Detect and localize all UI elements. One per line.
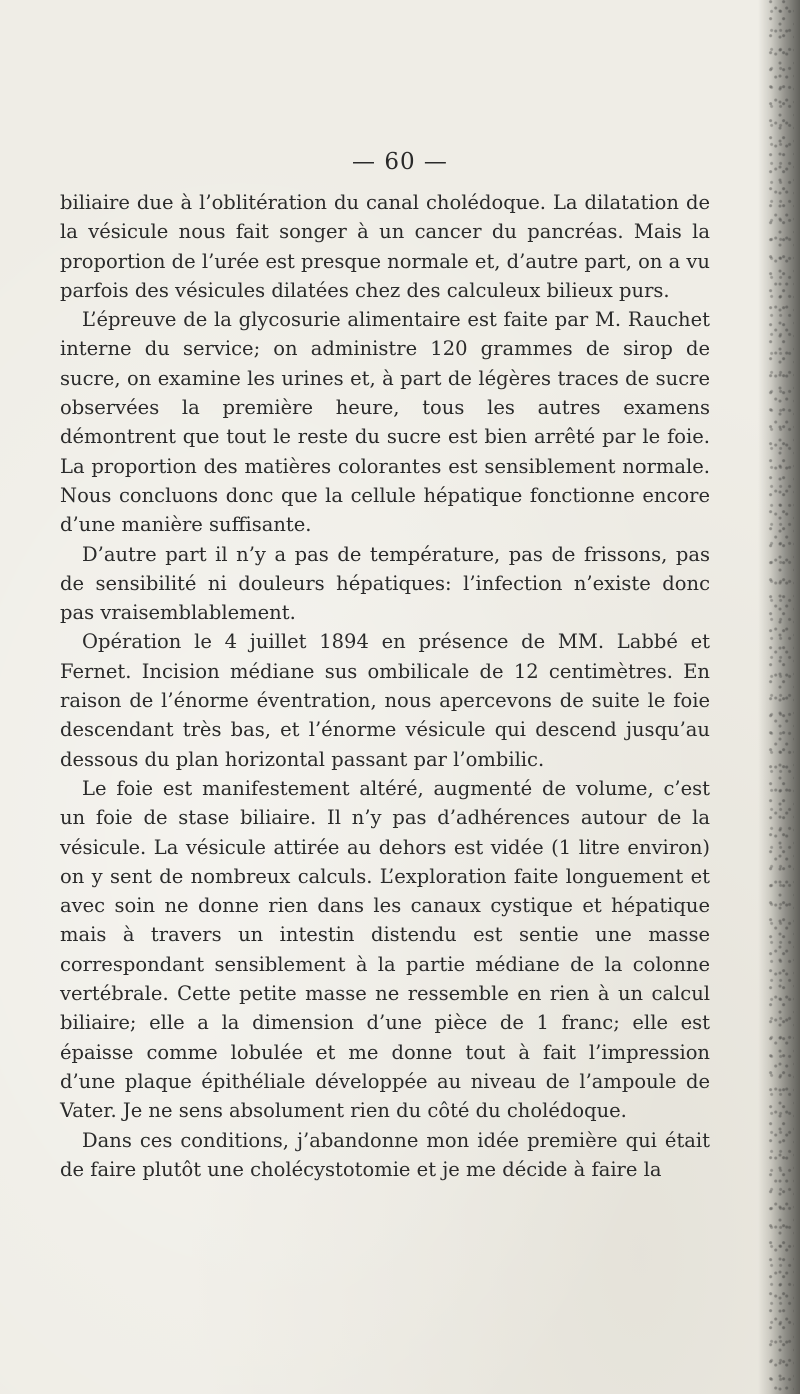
paragraph-4: Opération le 4 juillet 1894 en présence de MM. Labbé et Fernet. Incision médiane sus ombilicale de 12 centimètres. En raison de l’énorme éventration, nous apercevons de suite le foie descendant très bas, et l’énorme vésicule qui descend jusqu’au dessous du plan horizontal passant par l’ombilic. [60,630,710,771]
paragraph-6: Dans ces conditions, j’abandonne mon idée première qui était de faire plutôt une cholécystotomie et je me décide à faire la [60,1128,710,1181]
text-body [60,188,710,1184]
page-number: — 60 — [352,149,448,175]
paragraph-3: D’autre part il n’y a pas de température, pas de frissons, pas de sensibilité ni douleurs hépatiques: l’infection n’existe donc pas vraisemblablement. [60,542,710,625]
page-edge-speckle [768,0,794,1394]
paragraph-1: biliaire due à l’oblitération du canal cholédoque. La dilatation de la vésicule nous fait songer à un cancer du pancréas. Mais la proportion de l’urée est presque normale et, d’autre part, on a vu parfois des vésicules dilatées chez des calculeux bilieux purs. [60,191,710,302]
paragraph-2: L’épreuve de la glycosurie alimentaire est faite par M. Rauchet interne du service; on administre 120 grammes de sirop de sucre, on examine les urines et, à part de légères traces de sucre observées la première heure, tous les autres examens démontrent que tout le reste du sucre est bien arrêté par le foie. La proportion des matières colorantes est sensiblement normale. Nous concluons donc que la cellule hépatique fonctionne encore d’une manière suffisante. [60,308,710,537]
paragraph-5: Le foie est manifestement altéré, augmenté de volume, c’est un foie de stase biliaire. Il n’y pas d’adhérences autour de la vésicule. La vésicule attirée au dehors est vidée (1 litre environ) on y sent de nombreux calculs. L’exploration faite longuement et avec soin ne donne rien dans les canaux cystique et hépatique mais à travers un intestin distendu est sentie une masse correspondant sensiblement à la partie médiane de la colonne vertébrale. Cette petite masse ne ressemble en rien à un calcul biliaire; elle a la dimension d’une pièce de 1 franc; elle est épaisse comme lobulée et me donne tout à fait l’impression d’une plaque épithéliale développée au niveau de l’ampoule de Vater. Je ne sens absolument rien du côté du cholédoque. [60,776,710,1123]
